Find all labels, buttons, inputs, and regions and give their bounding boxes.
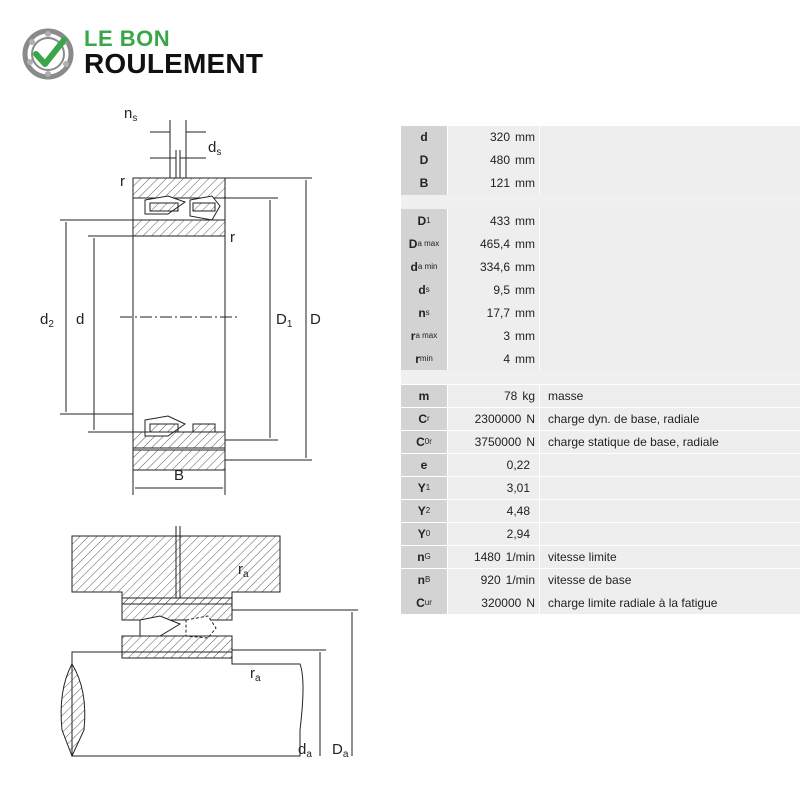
description: charge dyn. de base, radiale [548, 411, 700, 426]
table-row [401, 523, 800, 546]
value: 9,5 [493, 282, 510, 297]
dimensions-group [401, 126, 800, 195]
unit: mm [515, 305, 535, 320]
value-cell [448, 301, 539, 324]
symbol-cell [401, 431, 447, 454]
table-row [401, 347, 800, 370]
value-cell [448, 477, 539, 500]
unit: mm [515, 328, 535, 343]
value-cell [448, 569, 539, 592]
performance-group [401, 385, 800, 614]
bearing-check-icon [22, 26, 78, 82]
unit: mm [515, 259, 535, 274]
value: 920 [480, 572, 501, 587]
value: 1480 [473, 549, 501, 564]
value-cell [448, 209, 539, 232]
symbol: C [416, 434, 425, 449]
value-cell [448, 385, 539, 408]
label-Da: $D_a$ [332, 741, 349, 760]
symbol: B [419, 176, 429, 191]
symbol-cell [401, 477, 447, 500]
value-cell [448, 255, 539, 278]
label-B: B [174, 467, 185, 484]
value-cell [448, 546, 539, 569]
unit: mm [515, 351, 535, 366]
unit: 1/min [505, 572, 535, 587]
table-row [401, 126, 800, 149]
unit: kg [522, 388, 535, 403]
brand-logo [22, 22, 302, 86]
description-cell [540, 408, 800, 431]
symbol-subscript: a max [415, 331, 438, 341]
value-cell [448, 278, 539, 301]
symbol-cell [401, 500, 447, 523]
label-ns: $n_s$ [124, 105, 138, 124]
value-cell [448, 347, 539, 370]
symbol: d [420, 130, 428, 145]
symbol: D [417, 213, 427, 228]
outer-ring-top [133, 178, 225, 198]
description: vitesse de base [548, 572, 632, 587]
symbol: m [418, 388, 430, 403]
value: 78 [503, 388, 518, 403]
symbol-subscript: 1 [426, 216, 431, 226]
symbol-cell [401, 172, 447, 195]
symbol-subscript: a max [417, 239, 440, 249]
value-cell [448, 324, 539, 347]
unit: mm [515, 130, 535, 145]
description-cell [540, 546, 800, 569]
description-cell [540, 324, 800, 347]
symbol: e [420, 457, 428, 472]
label-r-side: r [230, 229, 235, 246]
table-row [401, 454, 800, 477]
unit: mm [515, 282, 535, 297]
unit: mm [515, 153, 535, 168]
description-cell [540, 126, 800, 149]
symbol-cell [401, 278, 447, 301]
description-cell [540, 477, 800, 500]
description-cell [540, 278, 800, 301]
symbol: r [415, 351, 420, 366]
value-cell [448, 500, 539, 523]
symbol-cell [401, 347, 447, 370]
table-row [401, 255, 800, 278]
value: 320 [489, 130, 510, 145]
description-cell [540, 209, 800, 232]
symbol: r [410, 328, 416, 343]
specification-table [401, 126, 800, 614]
symbol: Y [417, 480, 426, 495]
value: 3,01 [506, 480, 530, 495]
label-D1: $D_1$ [276, 311, 293, 330]
table-row [401, 569, 800, 592]
logo-line2: ROULEMENT [84, 48, 264, 79]
table-row [401, 431, 800, 454]
symbol: n [418, 305, 426, 320]
label-ra-bottom: $r_a$ [250, 665, 261, 684]
symbol-cell [401, 324, 447, 347]
details-group [401, 209, 800, 370]
table-row [401, 408, 800, 431]
symbol-cell [401, 546, 447, 569]
table-row [401, 477, 800, 500]
table-row [401, 591, 800, 614]
description-cell [540, 523, 800, 546]
value: 4 [503, 351, 510, 366]
value: 320000 [481, 595, 522, 610]
value: 433 [489, 213, 510, 228]
symbol-subscript: min [419, 354, 433, 364]
description-cell [540, 232, 800, 255]
table-row [401, 172, 800, 195]
value: 3 [503, 328, 510, 343]
table-row [401, 301, 800, 324]
table-row [401, 324, 800, 347]
symbol-cell [401, 454, 447, 477]
description: charge limite radiale à la fatigue [548, 595, 718, 610]
description: masse [548, 388, 584, 403]
symbol-cell [401, 149, 447, 172]
value: 334,6 [479, 259, 510, 274]
symbol: D [419, 153, 429, 168]
label-D: D [310, 311, 321, 328]
description-cell [540, 301, 800, 324]
unit: N [526, 411, 535, 426]
symbol-subscript: s [425, 285, 430, 295]
description-cell [540, 172, 800, 195]
symbol-cell [401, 523, 447, 546]
symbol-cell [401, 408, 447, 431]
description-cell [540, 591, 800, 614]
unit: N [526, 434, 535, 449]
description-cell [540, 347, 800, 370]
description-cell [540, 431, 800, 454]
description-cell [540, 454, 800, 477]
symbol-subscript: 0r [424, 437, 432, 447]
value-cell [448, 591, 539, 614]
value: 0,22 [506, 457, 530, 472]
symbol: C [418, 411, 427, 426]
symbol-cell [401, 232, 447, 255]
value: 121 [489, 176, 510, 191]
label-d2: $d_2$ [40, 311, 54, 330]
symbol-cell [401, 591, 447, 614]
symbol: d [410, 259, 418, 274]
unit: N [526, 595, 535, 610]
unit: mm [515, 213, 535, 228]
symbol-subscript: G [424, 552, 431, 562]
table-row [401, 149, 800, 172]
table-row [401, 546, 800, 569]
label-d: d [76, 311, 85, 328]
value-cell [448, 523, 539, 546]
shaft-section [61, 664, 85, 756]
value-cell [448, 454, 539, 477]
value-cell [448, 232, 539, 255]
value-cell [448, 408, 539, 431]
symbol-subscript: 0 [425, 529, 431, 539]
inner-ring-top [133, 220, 225, 236]
description-cell [540, 569, 800, 592]
table-row [401, 500, 800, 523]
value-cell [448, 431, 539, 454]
description-cell [540, 255, 800, 278]
symbol: n [417, 572, 425, 587]
table-row [401, 209, 800, 232]
value: 4,48 [506, 503, 530, 518]
unit: 1/min [505, 549, 535, 564]
value: 480 [489, 153, 510, 168]
table-spacer [401, 370, 800, 384]
table-row [401, 232, 800, 255]
value: 3750000 [474, 434, 522, 449]
symbol-subscript: r [427, 414, 430, 424]
unit: mm [515, 176, 535, 191]
description: vitesse limite [548, 549, 617, 564]
symbol-subscript: ur [424, 598, 432, 608]
value: 2,94 [506, 526, 530, 541]
description-cell [540, 149, 800, 172]
symbol-subscript: s [425, 308, 430, 318]
symbol: C [416, 595, 425, 610]
label-ds: $d_s$ [208, 139, 222, 158]
value-cell [448, 126, 539, 149]
description: charge statique de base, radiale [548, 434, 719, 449]
symbol: Y [417, 526, 426, 541]
symbol-subscript: B [425, 575, 431, 585]
description-cell [540, 385, 800, 408]
logo-line1: LE BON [84, 26, 171, 51]
symbol-cell [401, 255, 447, 278]
table-spacer [401, 195, 800, 209]
symbol-cell [401, 209, 447, 232]
unit: mm [515, 236, 535, 251]
value: 17,7 [486, 305, 510, 320]
value-cell [448, 172, 539, 195]
description-cell [540, 500, 800, 523]
label-da: $d_a$ [298, 741, 312, 760]
table-row [401, 385, 800, 408]
symbol-subscript: a min [417, 262, 438, 272]
value-cell [448, 149, 539, 172]
value: 465,4 [479, 236, 510, 251]
symbol: Y [417, 503, 426, 518]
symbol-subscript: 2 [425, 506, 431, 516]
label-ra-top: $r_a$ [238, 561, 249, 580]
table-row [401, 278, 800, 301]
bearing-technical-drawing [0, 90, 400, 800]
symbol-cell [401, 569, 447, 592]
symbol: n [417, 549, 425, 564]
symbol-subscript: 1 [425, 483, 431, 493]
symbol-cell [401, 126, 447, 149]
symbol-cell [401, 301, 447, 324]
symbol: D [408, 236, 418, 251]
value: 2300000 [474, 411, 522, 426]
label-r-top: r [120, 173, 125, 190]
symbol: d [418, 282, 426, 297]
symbol-cell [401, 385, 447, 408]
